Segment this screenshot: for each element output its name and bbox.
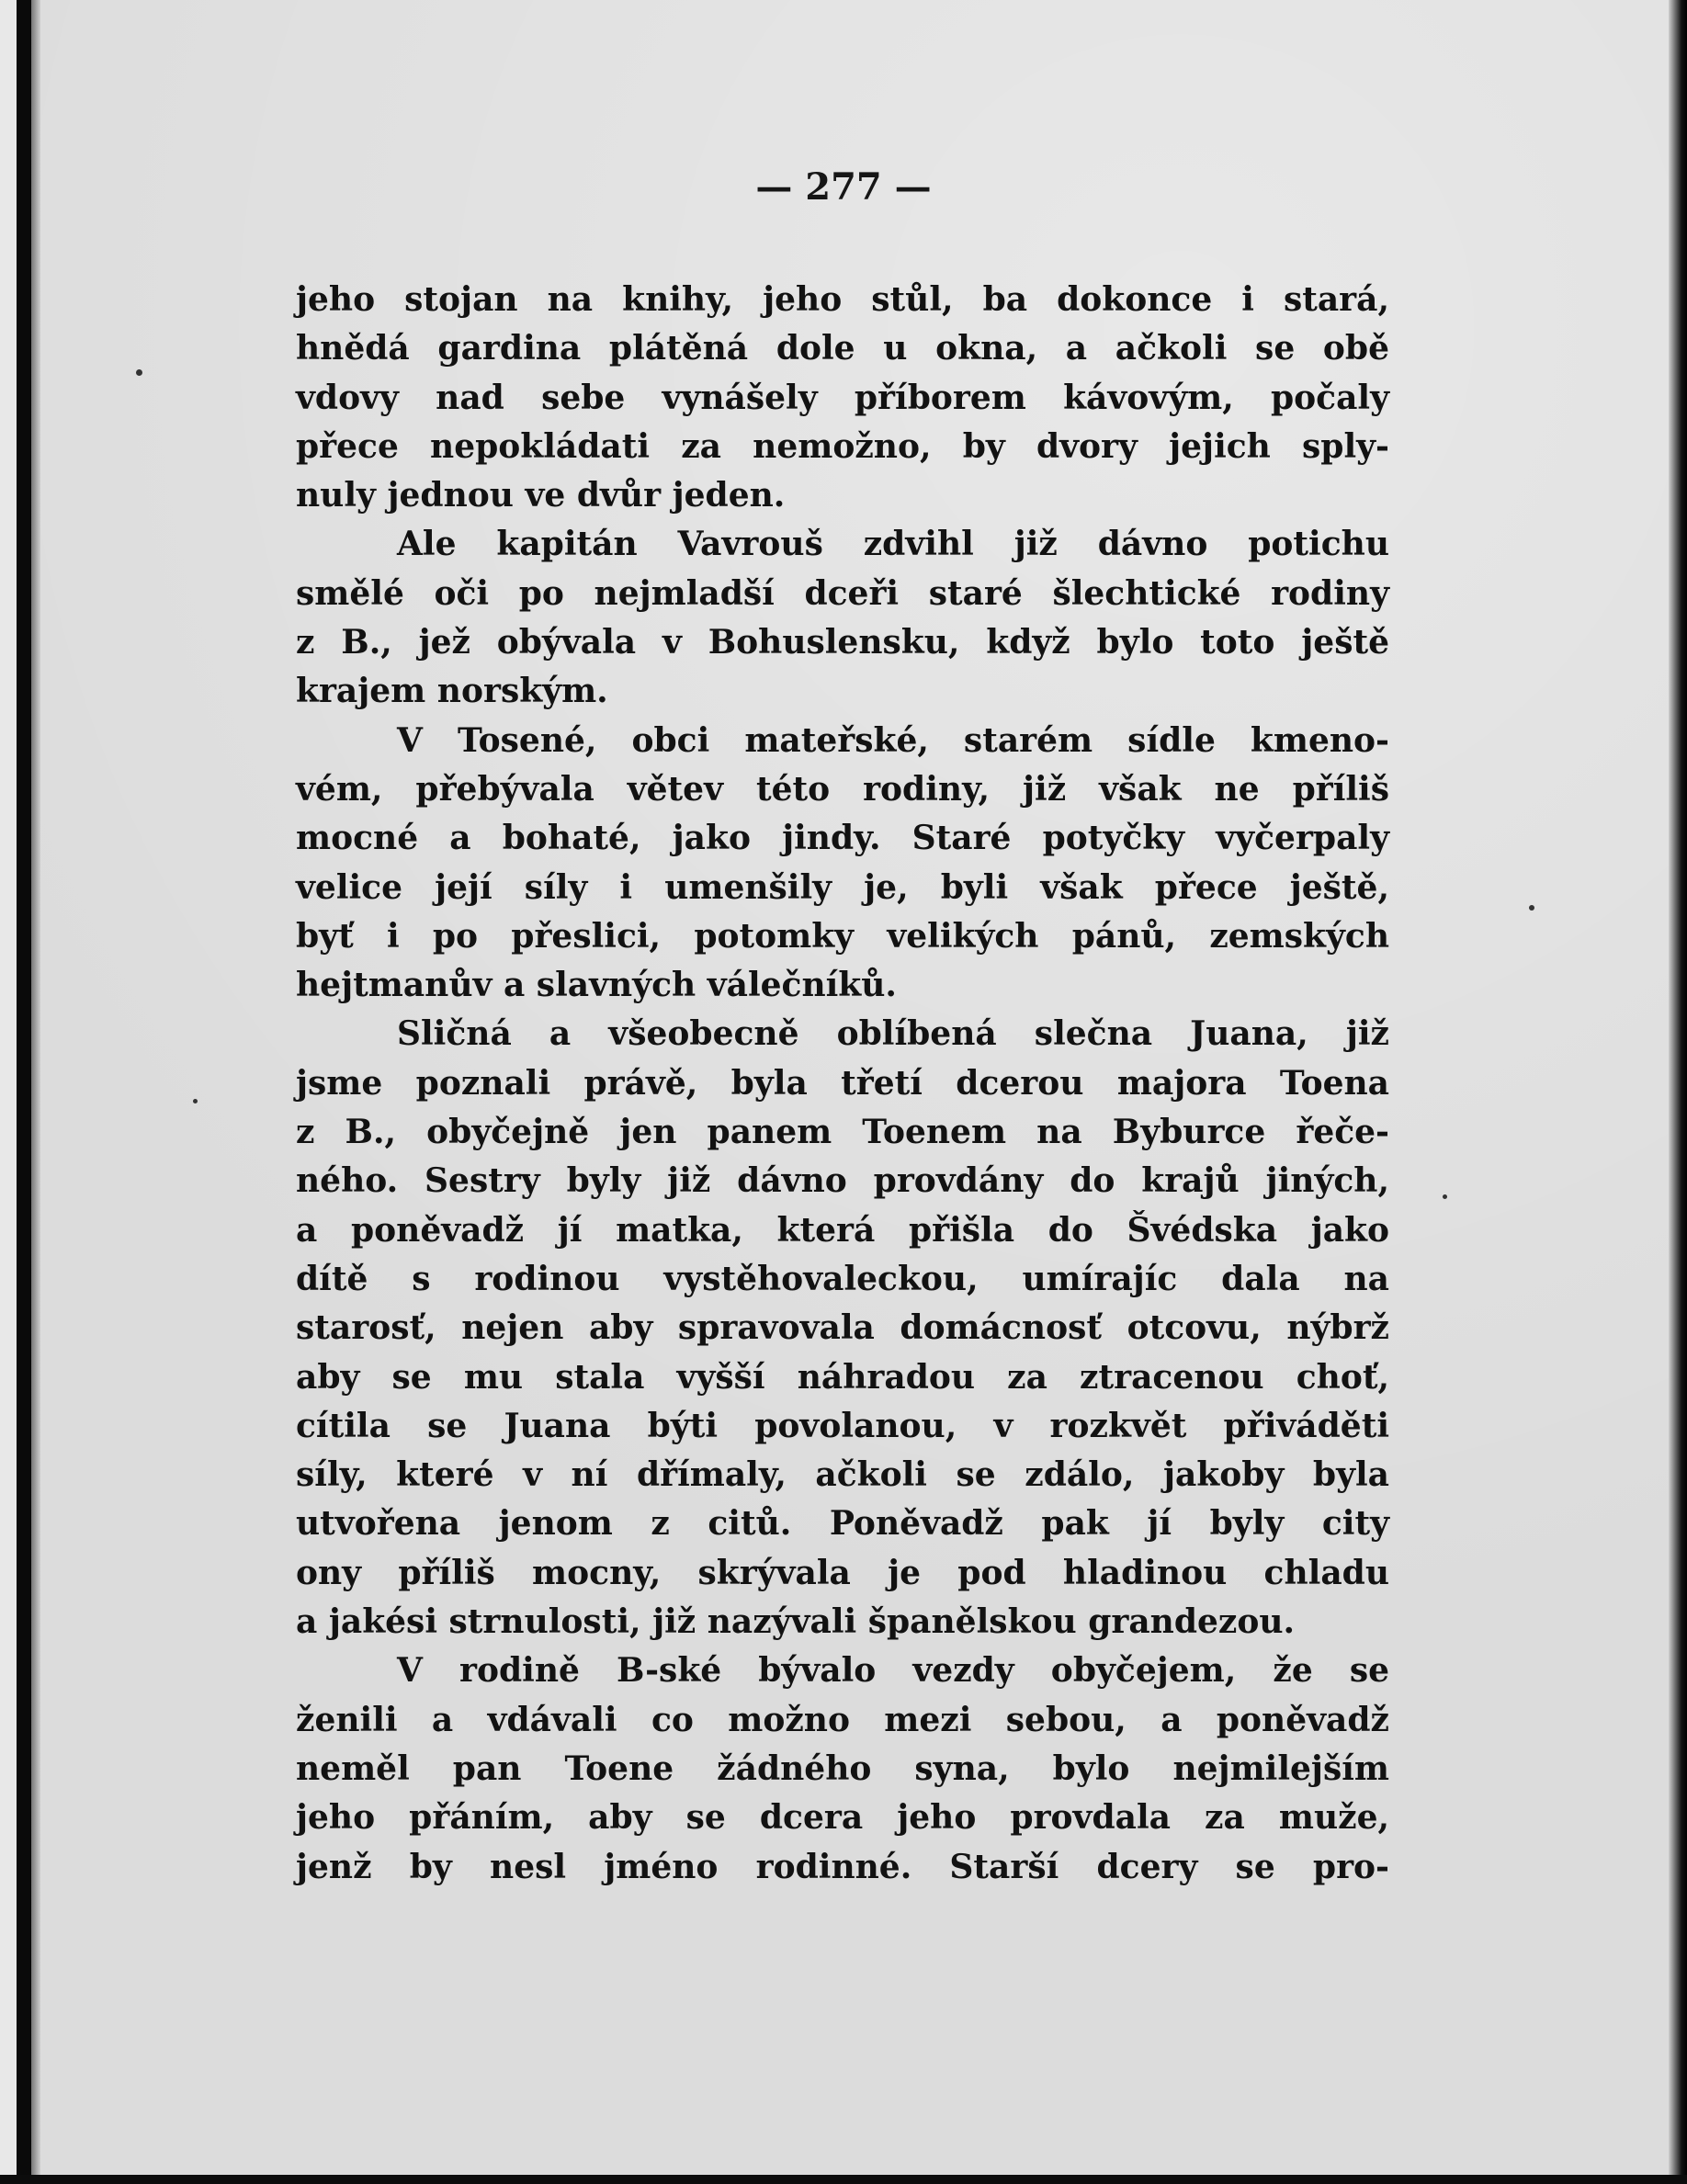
text-line: aby se mu stala vyšší náhradou za ztracenou choť, bbox=[296, 1357, 1389, 1397]
text-line: z B., obyčejně jen panem Toenem na Byburce řeče- bbox=[296, 1113, 1389, 1152]
page-edge-bottom bbox=[0, 2175, 1687, 2184]
body-text bbox=[296, 276, 1389, 1892]
text-line: mocné a bohaté, jako jindy. Staré potyčky vyčerpaly bbox=[296, 819, 1389, 858]
text-line: ony příliš mocny, skrývala je pod hladinou chladu bbox=[296, 1553, 1389, 1592]
text-line: a poněvadž jí matka, která přišla do Švédska jako bbox=[296, 1210, 1389, 1250]
ink-speck bbox=[1443, 1194, 1447, 1199]
paragraph-start: Sličná a všeobecně oblíbená slečna Juana, již bbox=[397, 1014, 1389, 1054]
text-line: vém, přebývala větev této rodiny, již však ne příliš bbox=[296, 769, 1389, 809]
text-line: cítila se Juana býti povolanou, v rozkvět přiváděti bbox=[296, 1406, 1389, 1445]
text-line: neměl pan Toene žádného syna, bylo nejmilejším bbox=[296, 1748, 1389, 1788]
text-line: jenž by nesl jméno rodinné. Starší dcery se pro- bbox=[296, 1847, 1389, 1886]
text-line: jsme poznali právě, byla třetí dcerou majora Toena bbox=[296, 1063, 1389, 1103]
text-line: ného. Sestry byly již dávno provdány do krajů jiných, bbox=[296, 1161, 1389, 1201]
text-line: starosť, nejen aby spravovala domácnosť otcovu, nýbrž bbox=[296, 1308, 1389, 1348]
text-line: smělé oči po nejmladší dceři staré šlechtické rodiny bbox=[296, 573, 1389, 613]
text-line: jeho přáním, aby se dcera jeho provdala za muže, bbox=[296, 1798, 1389, 1838]
text-line: přece nepokládati za nemožno, by dvory jejich sply- bbox=[296, 426, 1389, 466]
text-line: a jakési strnulosti, již nazývali španělskou grandezou. bbox=[296, 1602, 1296, 1642]
text-line: vdovy nad sebe vynášely příborem kávovým, počaly bbox=[296, 378, 1389, 417]
text-line: jeho stojan na knihy, jeho stůl, ba dokonce i stará, bbox=[296, 280, 1389, 319]
text-line: dítě s rodinou vystěhovaleckou, umírajíc dala na bbox=[296, 1259, 1389, 1298]
paragraph-start: V rodině B-ské bývalo vezdy obyčejem, že se bbox=[397, 1651, 1389, 1691]
text-line: byť i po přeslici, potomky velikých pánů, zemských bbox=[296, 916, 1389, 956]
ink-speck bbox=[193, 1099, 198, 1103]
text-line: hnědá gardina plátěná dole u okna, a ačkoli se obě bbox=[296, 329, 1389, 368]
page-number: — 277 — bbox=[755, 165, 932, 209]
text-line: nuly jednou ve dvůr jeden. bbox=[296, 476, 786, 515]
text-line: velice její síly i umenšily je, byli však přece ještě, bbox=[296, 867, 1389, 907]
text-line: ženili a vdávali co možno mezi sebou, a poněvadž bbox=[296, 1700, 1389, 1739]
text-line: hejtmanův a slavných válečníků. bbox=[296, 966, 897, 1005]
text-line: utvořena jenom z citů. Poněvadž pak jí byly city bbox=[296, 1504, 1389, 1544]
text-line: z B., jež obývala v Bohuslensku, když bylo toto ještě bbox=[296, 623, 1389, 662]
text-line: síly, které v ní dřímaly, ačkoli se zdálo, jakoby byla bbox=[296, 1455, 1389, 1495]
paragraph-start: V Tosené, obci mateřské, starém sídle kmeno- bbox=[397, 720, 1389, 760]
ink-speck bbox=[1529, 905, 1534, 911]
ink-speck bbox=[136, 369, 142, 376]
text-line: krajem norským. bbox=[296, 672, 608, 711]
paragraph-start: Ale kapitán Vavrouš zdvihl již dávno potichu bbox=[397, 525, 1389, 564]
page-edge-right bbox=[1669, 0, 1687, 2184]
binding-edge bbox=[0, 0, 40, 2184]
